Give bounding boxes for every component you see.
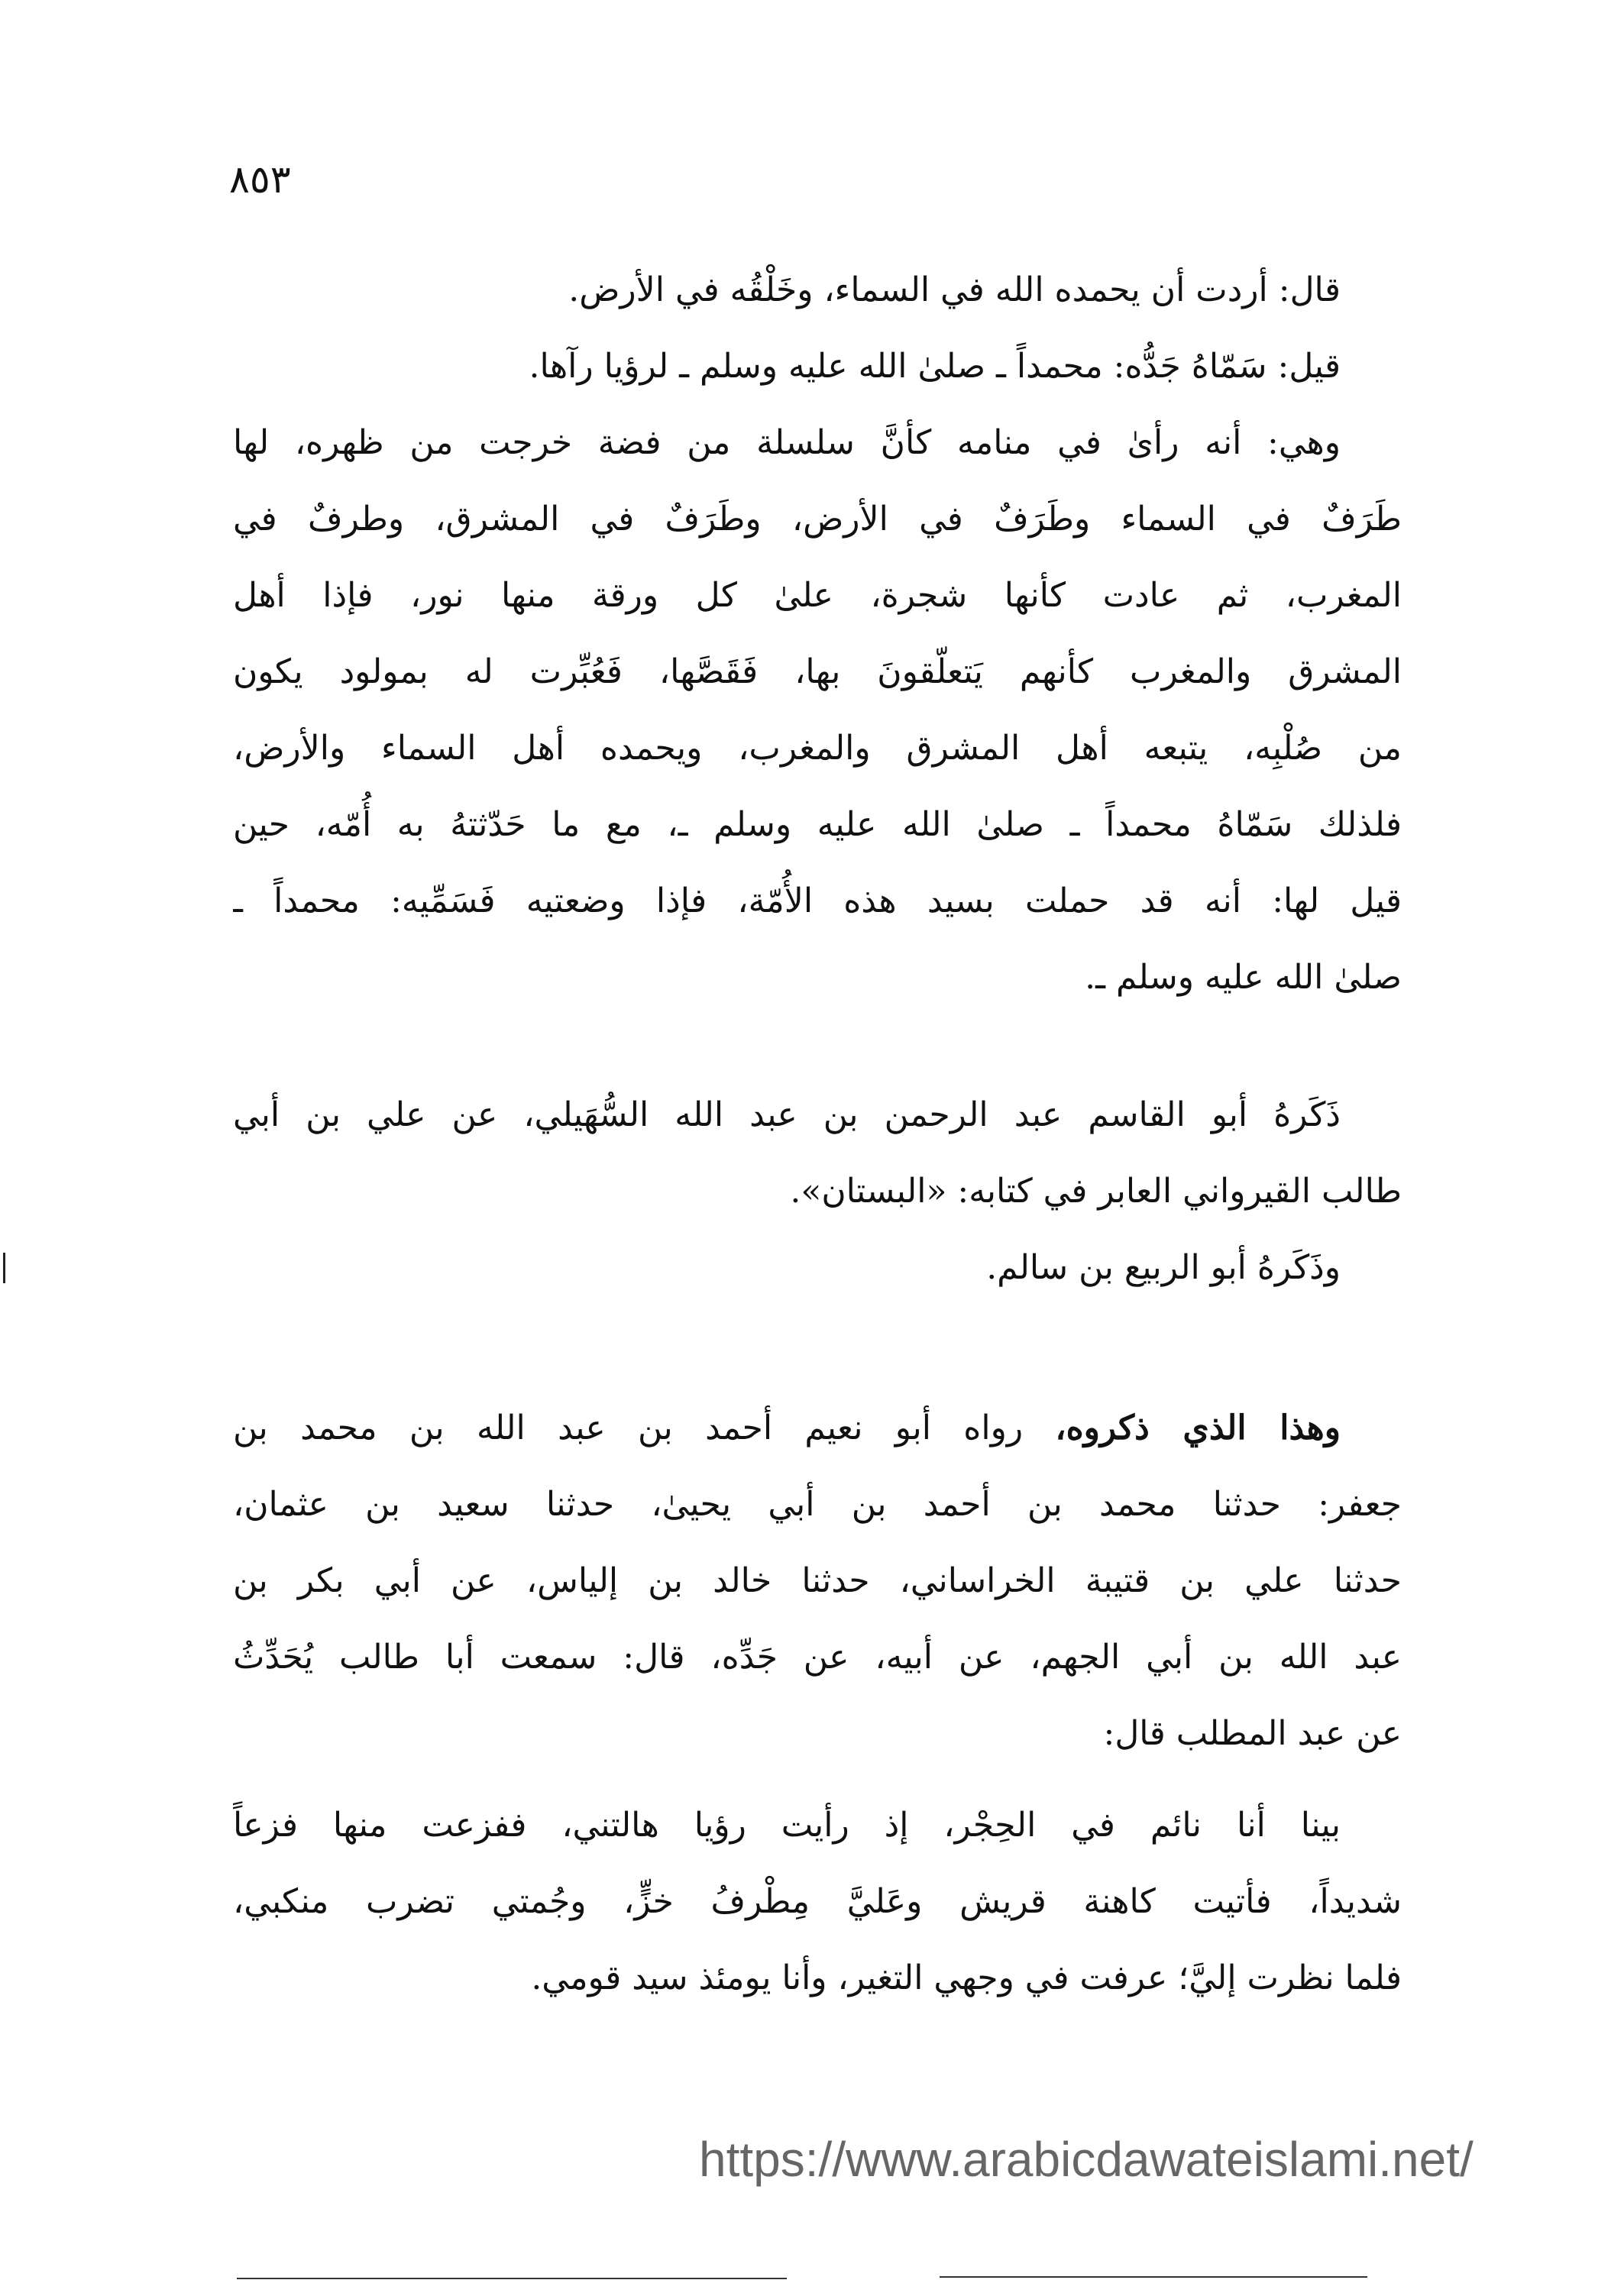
text-line: حدثنا علي بن قتيبة الخراساني، حدثنا خالد بن إلياس، عن أبي بكر بن (233, 1561, 1402, 1600)
text-line: من صُلْبِه، يتبعه أهل المشرق والمغرب، ويحمده أهل السماء والأرض، (233, 729, 1402, 768)
text-line: عبد الله بن أبي الجهم، عن أبيه، عن جَدِّه، قال: سمعت أبا طالب يُحَدِّثُ (233, 1638, 1402, 1677)
text-line: بينا أنا نائم في الحِجْر، إذ رأيت رؤيا هالتني، ففزعت منها فزعاً (233, 1806, 1341, 1845)
paragraph-abdul-muttalib-dream (233, 1787, 1402, 2016)
text-line: قيل لها: أنه قد حملت بسيد هذه الأُمّة، فإذا وضعتيه فَسَمِّيه: محمداً ـ (233, 881, 1402, 920)
text-line: صلىٰ الله عليه وسلم ـ. (1085, 958, 1402, 997)
bottom-rule-right (940, 2276, 1367, 2278)
paragraph-dream-account (233, 252, 1402, 1016)
page-number: ٨٥٣ (229, 157, 291, 202)
paragraph-narration-chain (233, 1390, 1402, 1772)
bold-lead: وهذا الذي ذكروه، (1055, 1408, 1341, 1447)
text-line: طالب القيرواني العابر في كتابه: «البستان». (790, 1172, 1402, 1211)
text-line: طَرَفٌ في السماء وطَرَفٌ في الأرض، وطَرَفٌ في المشرق، وطرفٌ في (233, 500, 1402, 538)
paragraph-attribution (233, 1077, 1402, 1306)
text-line: المغرب، ثم عادت كأنها شجرة، علىٰ كل ورقة منها نور، فإذا أهل (233, 576, 1402, 615)
text-line-rest: رواه أبو نعيم أحمد بن عبد الله بن محمد بن (233, 1408, 1056, 1447)
text-line: قال: أردت أن يحمده الله في السماء، وخَلْقُه في الأرض. (568, 270, 1341, 309)
text-line: جعفر: حدثنا محمد بن أحمد بن أبي يحيىٰ، حدثنا سعيد بن عثمان، (233, 1485, 1402, 1524)
text-line: قيل: سَمّاهُ جَدُّه: محمداً ـ صلىٰ الله عليه وسلم ـ لرؤيا رآها. (529, 347, 1341, 386)
text-line: وهي: أنه رأىٰ في منامه كأنَّ سلسلة من فضة خرجت من ظهره، لها (233, 423, 1341, 462)
text-line (233, 1390, 1402, 1467)
text-line: فلما نظرت إليَّ؛ عرفت في وجهي التغير، وأنا يومئذ سيد قومي. (531, 1958, 1402, 1997)
text-line: وذَكَرهُ أبو الربيع بن سالم. (986, 1248, 1341, 1287)
binding-mark (3, 1253, 5, 1283)
text-line: ذَكَرهُ أبو القاسم عبد الرحمن بن عبد الله السُّهَيلي، عن علي بن أبي (233, 1095, 1341, 1134)
text-line: شديداً، فأتيت كاهنة قريش وعَليَّ مِطْرفُ خزٍّ، وجُمتي تضرب منكبي، (233, 1882, 1402, 1921)
text-line: فلذلك سَمّاهُ محمداً ـ صلىٰ الله عليه وسلم ـ، مع ما حَدّثتهُ به أُمّه، حين (233, 805, 1402, 844)
bottom-rule-left (237, 2278, 787, 2279)
text-line: المشرق والمغرب كأنهم يَتعلّقونَ بها، فَقَصَّها، فَعُبِّرت له بمولود يكون (233, 652, 1402, 691)
text-line: عن عبد المطلب قال: (1103, 1714, 1402, 1753)
watermark-url: https://www.arabicdawateislami.net/ (699, 2132, 1474, 2187)
